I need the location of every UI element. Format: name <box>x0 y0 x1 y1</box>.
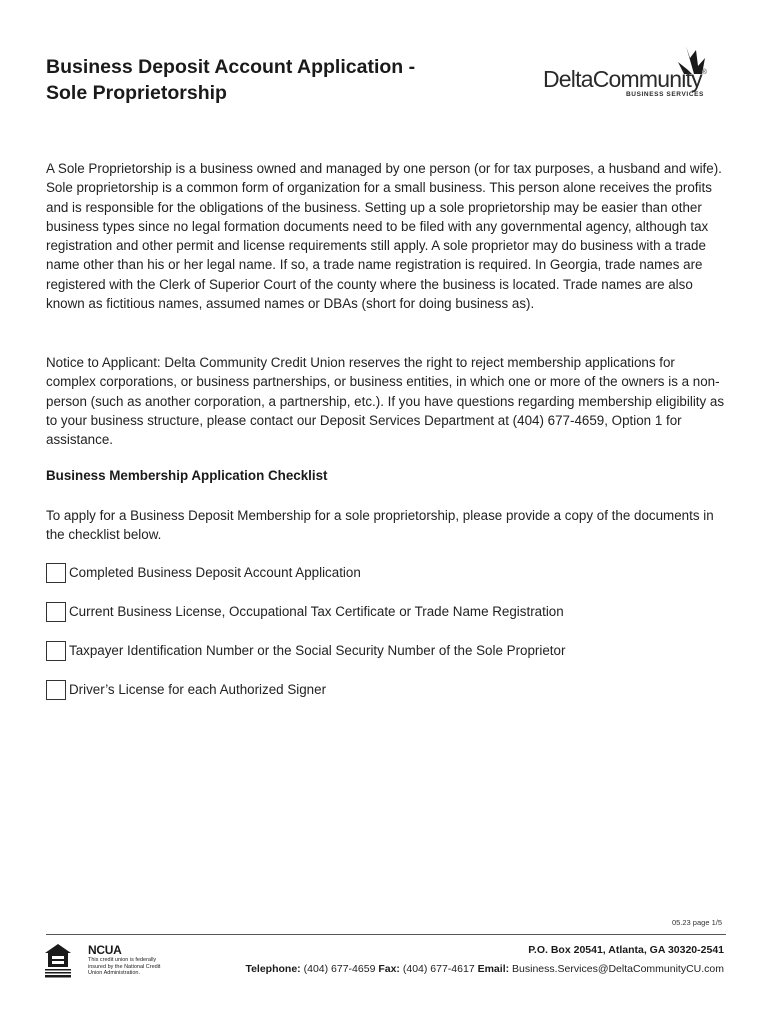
ncua-disclaimer: This credit union is federally insured by the National Credit Union Administration. <box>88 957 161 976</box>
title-line-1: Business Deposit Account Application - <box>46 56 416 78</box>
fax-value: (404) 677-4617 <box>402 963 475 975</box>
checkbox[interactable] <box>46 680 66 700</box>
telephone-label: Telephone: <box>245 963 301 975</box>
telephone-value: (404) 677-4659 <box>303 963 376 975</box>
mailing-address: P.O. Box 20541, Atlanta, GA 30320-2541 <box>528 944 724 956</box>
delta-community-logo <box>540 44 730 104</box>
intro-paragraph: A Sole Proprietorship is a business owned and managed by one person (or for tax purposes, a husband and wife). Sole proprietorship is a common form of organization for a small business. This person alone receives the profits and is responsible for the obligations of the business. Setting up a sole proprietorship may be easier than other business types since no legal formation documents need to be filed with any governmental agency, although tax registration and other permit and license requirements still apply. A sole proprietor may do business with a trade name other than his or her legal name. If so, a trade name registration is required. In Georgia, trade names are registered with the Clerk of Superior Court of the county where the business is located. Trade names are also known as fictitious names, assumed names or DBAs (short for doing business as). <box>46 161 722 312</box>
checkbox[interactable] <box>46 563 66 583</box>
logo-name: DeltaCommunity <box>543 66 702 92</box>
page-title <box>46 54 415 106</box>
email-link[interactable]: Business.Services@DeltaCommunityCU.com <box>512 963 724 975</box>
checklist-item-label: Driver’s License for each Authorized Signer <box>69 682 327 697</box>
footer-divider <box>46 934 726 935</box>
logo-reg-mark: ® <box>701 69 707 76</box>
equal-housing-lender-icon <box>44 943 72 979</box>
title-line-2: Sole Proprietorship <box>46 82 227 104</box>
checklist-item-label: Completed Business Deposit Account Application <box>69 565 361 580</box>
page-number: 05.23 page 1/5 <box>671 918 722 927</box>
logo-subtitle: BUSINESS SERVICES <box>626 91 704 98</box>
checklist-item-label: Current Business License, Occupational Tax Certificate or Trade Name Registration <box>69 604 564 619</box>
checklist-heading: Business Membership Application Checklist <box>46 468 328 483</box>
checklist-item-label: Taxpayer Identification Number or the Social Security Number of the Sole Proprietor <box>69 643 566 658</box>
ncua-title: NCUA <box>88 943 122 957</box>
email-label: Email: <box>477 963 510 975</box>
ncua-logo <box>88 943 166 977</box>
checkbox[interactable] <box>46 641 66 661</box>
checklist-intro: To apply for a Business Deposit Membership for a sole proprietorship, please provide a copy of the documents in the checklist below. <box>46 508 714 543</box>
checkbox[interactable] <box>46 602 66 622</box>
fax-label: Fax: <box>378 963 400 975</box>
contact-line <box>245 963 724 975</box>
notice-paragraph: Notice to Applicant: Delta Community Credit Union reserves the right to reject membership applications for complex corporations, or business partnerships, or business entities, in which one or more of the owners is a non-person (such as another corporation, a partnership, etc.). If you have questions regarding membership eligibility as to your business structure, please contact our Deposit Services Department at (404) 677-4659, Option 1 for assistance. <box>46 355 725 448</box>
